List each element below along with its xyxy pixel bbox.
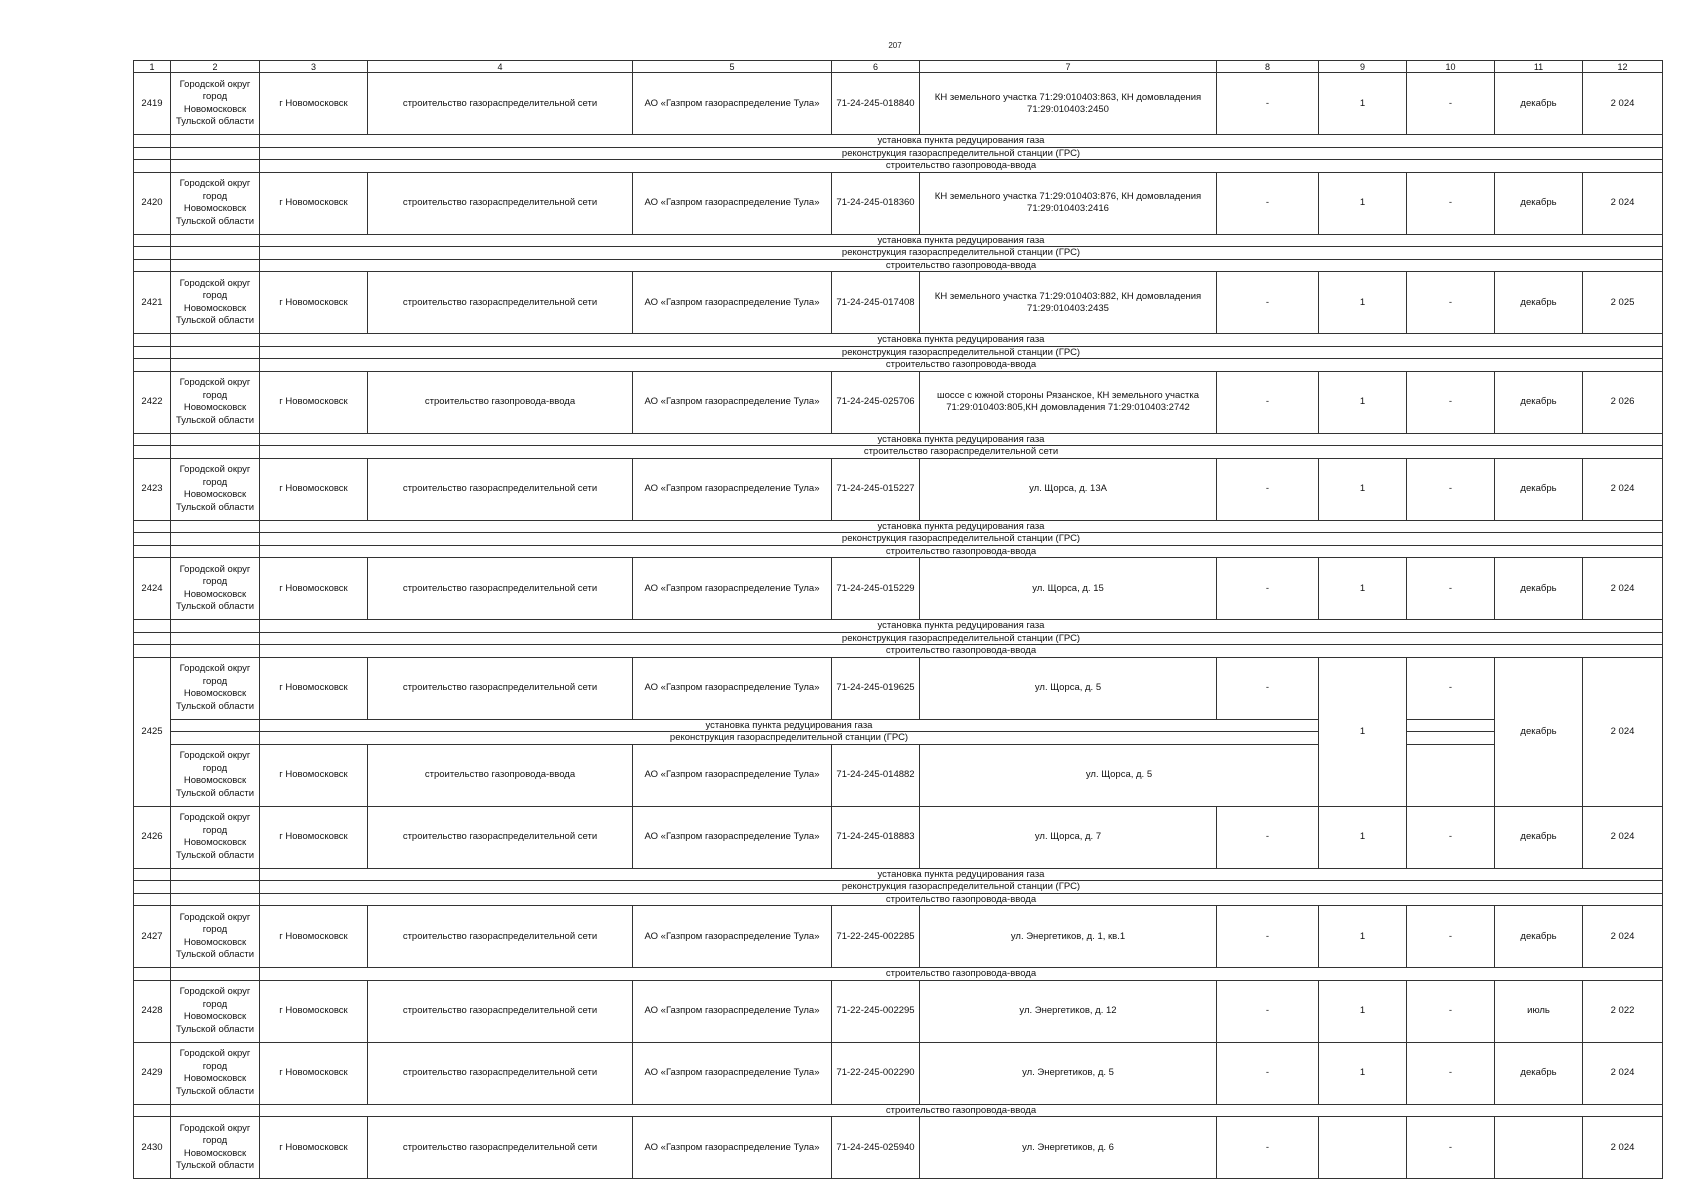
subtask-row [134, 147, 1663, 160]
work-type-cell: строительство газораспределительной сети [368, 458, 633, 520]
column-number-row [134, 61, 1663, 73]
col9-cell [1319, 1117, 1407, 1179]
organization-cell: АО «Газпром газораспределение Тула» [633, 744, 832, 806]
empty-cell [134, 359, 171, 372]
subtask-row [134, 1104, 1663, 1117]
col8-cell: - [1217, 657, 1319, 719]
subtask-cell: установка пункта редуцирования газа [260, 334, 1663, 347]
col10-cell: - [1407, 73, 1495, 135]
municipality-cell: Городской округ город Новомосковск Тульской области [171, 806, 260, 868]
subtask-cell: строительство газопровода-ввода [260, 645, 1663, 658]
row-number: 2423 [134, 458, 171, 520]
row-number: 2430 [134, 1117, 171, 1179]
subtask-row [134, 881, 1663, 894]
row-number: 2425 [134, 657, 171, 806]
month-cell: декабрь [1495, 272, 1583, 334]
row-number: 2429 [134, 1042, 171, 1104]
table-row [134, 558, 1663, 620]
column-number: 11 [1495, 61, 1583, 73]
table-row [134, 657, 1663, 719]
empty-cell [171, 719, 260, 732]
address-cell: КН земельного участка 71:29:010403:876, КН домовладения 71:29:010403:2416 [920, 172, 1217, 234]
empty-cell [171, 160, 260, 173]
address-cell: ул. Энергетиков, д. 5 [920, 1042, 1217, 1104]
month-cell [1495, 1117, 1583, 1179]
gasification-table [133, 60, 1663, 1179]
request-code-cell: 71-24-245-025706 [832, 371, 920, 433]
address-cell: шоссе с южной стороны Рязанское, КН земельного участка 71:29:010403:805,КН домовладения 71:29:010403:2742 [920, 371, 1217, 433]
subtask-cell: установка пункта редуцирования газа [260, 433, 1663, 446]
col8-cell: - [1217, 172, 1319, 234]
address-cell: КН земельного участка 71:29:010403:882, КН домовладения 71:29:010403:2435 [920, 272, 1217, 334]
address-cell: ул. Щорса, д. 5 [920, 744, 1319, 806]
work-type-cell: строительство газопровода-ввода [368, 744, 633, 806]
work-type-cell: строительство газораспределительной сети [368, 73, 633, 135]
subtask-cell: реконструкция газораспределительной станции (ГРС) [260, 346, 1663, 359]
column-number: 5 [633, 61, 832, 73]
empty-cell [134, 868, 171, 881]
year-cell: 2 024 [1583, 558, 1663, 620]
table-row [134, 806, 1663, 868]
subtask-row [134, 234, 1663, 247]
col9-cell: 1 [1319, 806, 1407, 868]
subtask-cell: реконструкция газораспределительной станции (ГРС) [260, 732, 1319, 745]
subtask-cell: строительство газопровода-ввода [260, 259, 1663, 272]
city-cell: г Новомосковск [260, 558, 368, 620]
year-cell: 2 024 [1583, 73, 1663, 135]
subtask-row [134, 620, 1663, 633]
col9-cell: 1 [1319, 458, 1407, 520]
empty-cell [171, 520, 260, 533]
municipality-cell: Городской округ город Новомосковск Тульской области [171, 980, 260, 1042]
subtask-row [134, 732, 1663, 745]
year-cell: 2 024 [1583, 172, 1663, 234]
month-cell: декабрь [1495, 558, 1583, 620]
column-number: 12 [1583, 61, 1663, 73]
col10-cell: - [1407, 172, 1495, 234]
table-row [134, 458, 1663, 520]
month-cell: декабрь [1495, 657, 1583, 806]
request-code-cell: 71-24-245-018840 [832, 73, 920, 135]
subtask-cell: реконструкция газораспределительной станции (ГРС) [260, 247, 1663, 260]
subtask-cell: реконструкция газораспределительной станции (ГРС) [260, 881, 1663, 894]
col8-cell: - [1217, 272, 1319, 334]
subtask-row [134, 520, 1663, 533]
empty-cell [171, 968, 260, 981]
year-cell: 2 022 [1583, 980, 1663, 1042]
city-cell: г Новомосковск [260, 272, 368, 334]
month-cell: декабрь [1495, 73, 1583, 135]
row-number: 2421 [134, 272, 171, 334]
month-cell: декабрь [1495, 806, 1583, 868]
empty-cell [171, 135, 260, 148]
col9-cell: 1 [1319, 73, 1407, 135]
subtask-row [134, 247, 1663, 260]
address-cell: ул. Щорса, д. 5 [920, 657, 1217, 719]
empty-cell [171, 620, 260, 633]
subtask-row [134, 346, 1663, 359]
year-cell: 2 024 [1583, 1042, 1663, 1104]
empty-cell [1407, 744, 1495, 806]
col8-cell: - [1217, 906, 1319, 968]
request-code-cell: 71-24-245-014882 [832, 744, 920, 806]
organization-cell: АО «Газпром газораспределение Тула» [633, 458, 832, 520]
col9-cell: 1 [1319, 657, 1407, 806]
request-code-cell: 71-24-245-018360 [832, 172, 920, 234]
work-type-cell: строительство газораспределительной сети [368, 906, 633, 968]
empty-cell [171, 533, 260, 546]
organization-cell: АО «Газпром газораспределение Тула» [633, 1117, 832, 1179]
column-number: 4 [368, 61, 633, 73]
column-number: 2 [171, 61, 260, 73]
address-cell: ул. Щорса, д. 15 [920, 558, 1217, 620]
col8-cell: - [1217, 1117, 1319, 1179]
subtask-row [134, 334, 1663, 347]
address-cell: ул. Щорса, д. 7 [920, 806, 1217, 868]
subtask-cell: установка пункта редуцирования газа [260, 520, 1663, 533]
empty-cell [134, 147, 171, 160]
subtask-cell: установка пункта редуцирования газа [260, 868, 1663, 881]
table-row [134, 744, 1663, 806]
subtask-cell: установка пункта редуцирования газа [260, 135, 1663, 148]
row-number: 2426 [134, 806, 171, 868]
empty-cell [134, 346, 171, 359]
table-row [134, 906, 1663, 968]
column-number: 9 [1319, 61, 1407, 73]
empty-cell [134, 620, 171, 633]
subtask-row [134, 433, 1663, 446]
empty-cell [134, 334, 171, 347]
col10-cell: - [1407, 1117, 1495, 1179]
col8-cell: - [1217, 558, 1319, 620]
work-type-cell: строительство газораспределительной сети [368, 172, 633, 234]
organization-cell: АО «Газпром газораспределение Тула» [633, 1042, 832, 1104]
column-number: 8 [1217, 61, 1319, 73]
empty-cell [134, 160, 171, 173]
month-cell: декабрь [1495, 906, 1583, 968]
empty-cell [171, 234, 260, 247]
empty-cell [134, 893, 171, 906]
subtask-row [134, 632, 1663, 645]
organization-cell: АО «Газпром газораспределение Тула» [633, 172, 832, 234]
col10-cell: - [1407, 371, 1495, 433]
city-cell: г Новомосковск [260, 806, 368, 868]
subtask-cell: строительство газопровода-ввода [260, 160, 1663, 173]
empty-cell [171, 868, 260, 881]
col9-cell: 1 [1319, 906, 1407, 968]
request-code-cell: 71-22-245-002295 [832, 980, 920, 1042]
year-cell: 2 024 [1583, 806, 1663, 868]
row-number: 2428 [134, 980, 171, 1042]
work-type-cell: строительство газораспределительной сети [368, 657, 633, 719]
col9-cell: 1 [1319, 980, 1407, 1042]
col9-cell: 1 [1319, 558, 1407, 620]
organization-cell: АО «Газпром газораспределение Тула» [633, 558, 832, 620]
city-cell: г Новомосковск [260, 906, 368, 968]
work-type-cell: строительство газопровода-ввода [368, 371, 633, 433]
city-cell: г Новомосковск [260, 980, 368, 1042]
col9-cell: 1 [1319, 371, 1407, 433]
subtask-cell: реконструкция газораспределительной станции (ГРС) [260, 533, 1663, 546]
organization-cell: АО «Газпром газораспределение Тула» [633, 371, 832, 433]
municipality-cell: Городской округ город Новомосковск Тульской области [171, 458, 260, 520]
empty-cell [1407, 719, 1495, 732]
month-cell: декабрь [1495, 371, 1583, 433]
municipality-cell: Городской округ город Новомосковск Тульской области [171, 1042, 260, 1104]
request-code-cell: 71-22-245-002285 [832, 906, 920, 968]
empty-cell [171, 1104, 260, 1117]
empty-cell [134, 1104, 171, 1117]
city-cell: г Новомосковск [260, 1042, 368, 1104]
work-type-cell: строительство газораспределительной сети [368, 1117, 633, 1179]
municipality-cell: Городской округ город Новомосковск Тульской области [171, 272, 260, 334]
empty-cell [134, 632, 171, 645]
row-number: 2422 [134, 371, 171, 433]
subtask-cell: установка пункта редуцирования газа [260, 234, 1663, 247]
col10-cell: - [1407, 980, 1495, 1042]
request-code-cell: 71-22-245-002290 [832, 1042, 920, 1104]
empty-cell [171, 433, 260, 446]
month-cell: декабрь [1495, 172, 1583, 234]
city-cell: г Новомосковск [260, 371, 368, 433]
address-cell: ул. Энергетиков, д. 6 [920, 1117, 1217, 1179]
empty-cell [134, 545, 171, 558]
organization-cell: АО «Газпром газораспределение Тула» [633, 906, 832, 968]
empty-cell [171, 259, 260, 272]
municipality-cell: Городской округ город Новомосковск Тульской области [171, 906, 260, 968]
subtask-row [134, 868, 1663, 881]
subtask-row [134, 545, 1663, 558]
city-cell: г Новомосковск [260, 172, 368, 234]
table-row [134, 1042, 1663, 1104]
row-number: 2419 [134, 73, 171, 135]
row-number: 2427 [134, 906, 171, 968]
column-number: 7 [920, 61, 1217, 73]
request-code-cell: 71-24-245-018883 [832, 806, 920, 868]
table-row [134, 371, 1663, 433]
subtask-row [134, 160, 1663, 173]
work-type-cell: строительство газораспределительной сети [368, 806, 633, 868]
col8-cell: - [1217, 73, 1319, 135]
subtask-row [134, 893, 1663, 906]
subtask-row [134, 359, 1663, 372]
work-type-cell: строительство газораспределительной сети [368, 558, 633, 620]
organization-cell: АО «Газпром газораспределение Тула» [633, 980, 832, 1042]
municipality-cell: Городской округ город Новомосковск Тульской области [171, 73, 260, 135]
subtask-cell: строительство газопровода-ввода [260, 893, 1663, 906]
col10-cell: - [1407, 458, 1495, 520]
empty-cell [171, 893, 260, 906]
empty-cell [171, 632, 260, 645]
empty-cell [171, 732, 260, 745]
subtask-cell: реконструкция газораспределительной станции (ГРС) [260, 147, 1663, 160]
page-number: 207 [888, 41, 902, 50]
request-code-cell: 71-24-245-015227 [832, 458, 920, 520]
empty-cell [134, 234, 171, 247]
empty-cell [171, 247, 260, 260]
organization-cell: АО «Газпром газораспределение Тула» [633, 806, 832, 868]
row-number: 2424 [134, 558, 171, 620]
empty-cell [134, 533, 171, 546]
year-cell: 2 024 [1583, 1117, 1663, 1179]
municipality-cell: Городской округ город Новомосковск Тульской области [171, 744, 260, 806]
column-number: 1 [134, 61, 171, 73]
subtask-cell: установка пункта редуцирования газа [260, 620, 1663, 633]
table-row [134, 172, 1663, 234]
organization-cell: АО «Газпром газораспределение Тула» [633, 272, 832, 334]
request-code-cell: 71-24-245-019625 [832, 657, 920, 719]
address-cell: ул. Щорса, д. 13А [920, 458, 1217, 520]
empty-cell [1407, 732, 1495, 745]
subtask-row [134, 719, 1663, 732]
col8-cell: - [1217, 806, 1319, 868]
subtask-cell: строительство газопровода-ввода [260, 968, 1663, 981]
municipality-cell: Городской округ город Новомосковск Тульской области [171, 558, 260, 620]
col10-cell: - [1407, 272, 1495, 334]
table-row [134, 73, 1663, 135]
empty-cell [171, 147, 260, 160]
subtask-row [134, 135, 1663, 148]
address-cell: ул. Энергетиков, д. 1, кв.1 [920, 906, 1217, 968]
work-type-cell: строительство газораспределительной сети [368, 1042, 633, 1104]
empty-cell [134, 968, 171, 981]
empty-cell [134, 247, 171, 260]
col10-cell: - [1407, 558, 1495, 620]
city-cell: г Новомосковск [260, 1117, 368, 1179]
city-cell: г Новомосковск [260, 657, 368, 719]
work-type-cell: строительство газораспределительной сети [368, 272, 633, 334]
col9-cell: 1 [1319, 1042, 1407, 1104]
col9-cell: 1 [1319, 272, 1407, 334]
empty-cell [134, 881, 171, 894]
subtask-row [134, 645, 1663, 658]
month-cell: декабрь [1495, 1042, 1583, 1104]
organization-cell: АО «Газпром газораспределение Тула» [633, 657, 832, 719]
col10-cell: - [1407, 806, 1495, 868]
address-cell: КН земельного участка 71:29:010403:863, КН домовладения 71:29:010403:2450 [920, 73, 1217, 135]
subtask-cell: строительство газопровода-ввода [260, 545, 1663, 558]
column-number: 10 [1407, 61, 1495, 73]
municipality-cell: Городской округ город Новомосковск Тульской области [171, 172, 260, 234]
empty-cell [171, 881, 260, 894]
empty-cell [171, 346, 260, 359]
empty-cell [171, 334, 260, 347]
city-cell: г Новомосковск [260, 744, 368, 806]
month-cell: декабрь [1495, 458, 1583, 520]
subtask-cell: реконструкция газораспределительной станции (ГРС) [260, 632, 1663, 645]
empty-cell [171, 645, 260, 658]
col8-cell: - [1217, 980, 1319, 1042]
subtask-row [134, 968, 1663, 981]
year-cell: 2 026 [1583, 371, 1663, 433]
col9-cell: 1 [1319, 172, 1407, 234]
empty-cell [134, 446, 171, 459]
empty-cell [171, 359, 260, 372]
request-code-cell: 71-24-245-017408 [832, 272, 920, 334]
table-row [134, 272, 1663, 334]
empty-cell [171, 545, 260, 558]
subtask-cell: установка пункта редуцирования газа [260, 719, 1319, 732]
column-number: 6 [832, 61, 920, 73]
year-cell: 2 024 [1583, 458, 1663, 520]
empty-cell [134, 259, 171, 272]
table-row [134, 980, 1663, 1042]
organization-cell: АО «Газпром газораспределение Тула» [633, 73, 832, 135]
col10-cell: - [1407, 906, 1495, 968]
request-code-cell: 71-24-245-015229 [832, 558, 920, 620]
municipality-cell: Городской округ город Новомосковск Тульской области [171, 1117, 260, 1179]
empty-cell [134, 433, 171, 446]
col8-cell: - [1217, 371, 1319, 433]
month-cell: июль [1495, 980, 1583, 1042]
empty-cell [134, 520, 171, 533]
col10-cell: - [1407, 1042, 1495, 1104]
municipality-cell: Городской округ город Новомосковск Тульской области [171, 657, 260, 719]
city-cell: г Новомосковск [260, 458, 368, 520]
year-cell: 2 024 [1583, 657, 1663, 806]
subtask-row [134, 259, 1663, 272]
subtask-cell: строительство газораспределительной сети [260, 446, 1663, 459]
col10-cell: - [1407, 657, 1495, 719]
subtask-cell: строительство газопровода-ввода [260, 359, 1663, 372]
empty-cell [134, 645, 171, 658]
request-code-cell: 71-24-245-025940 [832, 1117, 920, 1179]
table-row [134, 1117, 1663, 1179]
municipality-cell: Городской округ город Новомосковск Тульской области [171, 371, 260, 433]
address-cell: ул. Энергетиков, д. 12 [920, 980, 1217, 1042]
city-cell: г Новомосковск [260, 73, 368, 135]
col8-cell: - [1217, 1042, 1319, 1104]
col8-cell: - [1217, 458, 1319, 520]
year-cell: 2 025 [1583, 272, 1663, 334]
row-number: 2420 [134, 172, 171, 234]
subtask-row [134, 446, 1663, 459]
subtask-row [134, 533, 1663, 546]
year-cell: 2 024 [1583, 906, 1663, 968]
work-type-cell: строительство газораспределительной сети [368, 980, 633, 1042]
subtask-cell: строительство газопровода-ввода [260, 1104, 1663, 1117]
empty-cell [134, 135, 171, 148]
column-number: 3 [260, 61, 368, 73]
empty-cell [171, 446, 260, 459]
